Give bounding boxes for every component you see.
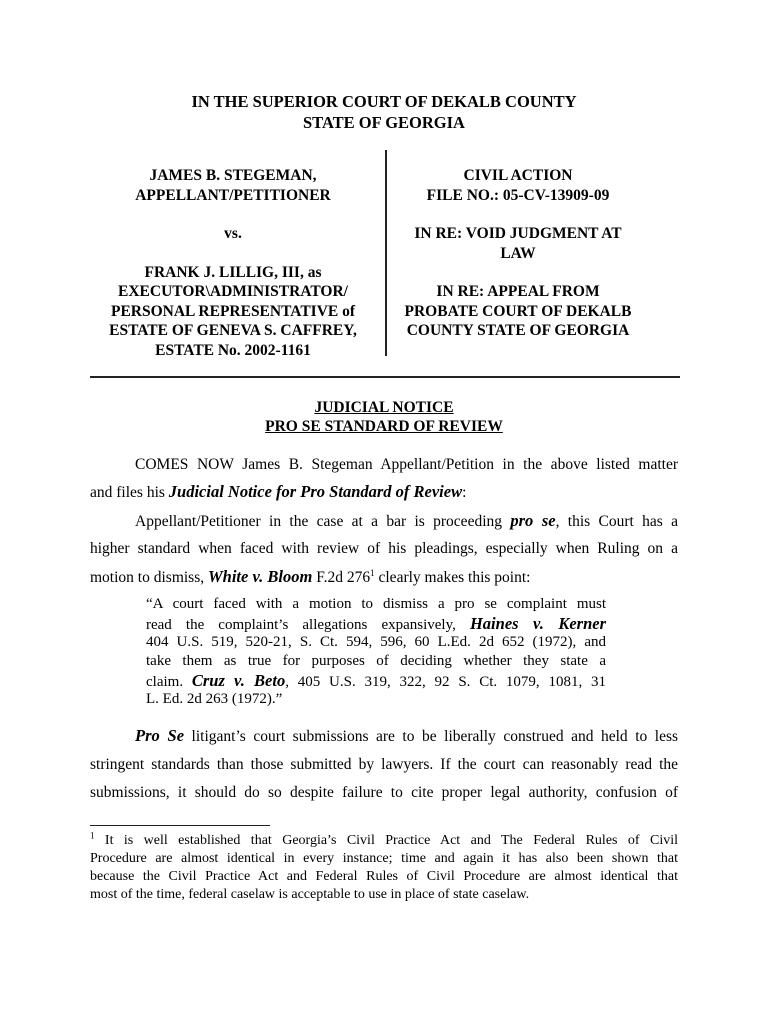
p1-emphasis: Judicial Notice for Pro Standard of Review	[168, 482, 463, 501]
in-re-void-line2: LAW	[500, 244, 536, 262]
footnote-line-4: most of the time, federal caselaw is acceptable to use in place of state caselaw.	[90, 887, 530, 902]
caption-rule	[90, 376, 680, 378]
caption-divider	[385, 150, 387, 356]
quote-l5-text: claim.	[146, 674, 192, 690]
quote-line-6: L. Ed. 2d 263 (1972).”	[146, 691, 283, 707]
footnote-ref: 1	[370, 567, 375, 578]
paragraph-2-line-3	[90, 567, 678, 588]
quote-l5-citation: , 405 U.S. 319, 322, 92 S. Ct. 1079, 1081, 31	[285, 674, 606, 690]
footnote-line-1	[90, 832, 678, 850]
in-re-appeal-line3: COUNTY STATE OF GEORGIA	[406, 322, 630, 339]
paragraph-2-line-1	[90, 511, 678, 532]
caption-case-info	[390, 166, 646, 341]
case-cruz-v-beto: Cruz v. Beto	[191, 671, 286, 690]
quote-l2-text: read the complaint’s allegations expansively,	[146, 617, 470, 633]
p1-text: and files his	[90, 484, 169, 501]
p2-l3-end: clearly makes this point:	[374, 569, 531, 586]
p2-text: Appellant/Petitioner in the case at a bar is proceeding	[135, 513, 511, 530]
footnote-rule	[90, 825, 270, 826]
appellee-line4: ESTATE OF GENEVA S. CAFFREY,	[109, 322, 357, 339]
paragraph-3-line-1	[90, 726, 678, 747]
appellant-role: APPELLANT/PETITIONER	[135, 186, 331, 204]
paragraph-1-line-1: COMES NOW James B. Stegeman Appellant/Petition in the above listed matter	[135, 456, 678, 473]
paragraph-1-line-2	[90, 482, 678, 503]
in-re-appeal-line1: IN RE: APPEAL FROM	[436, 283, 600, 300]
quote-line-1: “A court faced with a motion to dismiss a pro se complaint must	[146, 596, 606, 612]
footnote-number: 1	[90, 830, 95, 841]
versus: vs.	[224, 225, 242, 242]
title-line2: PRO SE STANDARD OF REVIEW	[265, 418, 503, 435]
paragraph-3-line-3: submissions, it should do so despite failure to cite proper legal authority, confusion of	[90, 784, 678, 801]
p3-pro-se: Pro Se	[135, 726, 185, 745]
file-number: FILE NO.: 05-CV-13909-09	[426, 186, 610, 204]
p2-l3-text: motion to dismiss,	[90, 569, 208, 586]
p1-colon: :	[462, 484, 467, 501]
quote-line-5	[146, 671, 606, 692]
court-heading	[0, 91, 768, 133]
appellee-line3: PERSONAL REPRESENTATIVE of	[110, 302, 356, 320]
footnote-text-1: It is well established that Georgia’s Civil Practice Act and The Federal Rules of Civil	[94, 833, 678, 848]
civil-action: CIVIL ACTION	[463, 167, 573, 184]
in-re-void-line1: IN RE: VOID JUDGMENT AT	[414, 225, 622, 242]
quote-line-2	[146, 614, 606, 635]
appellee-line5: ESTATE No. 2002-1161	[155, 341, 311, 359]
caption-parties	[78, 166, 388, 360]
appellee-line2: EXECUTOR\ADMINISTRATOR/	[118, 283, 348, 300]
p2-pro-se: pro se	[510, 511, 556, 530]
paragraph-2-line-2: higher standard when faced with review of his pleadings, especially when Ruling on a	[90, 540, 678, 557]
case-white-v-bloom: White v. Bloom	[208, 567, 313, 586]
quote-line-4: take them as true for purposes of deciding whether they state a	[146, 653, 606, 669]
p2-text-end: , this Court has a	[555, 513, 678, 530]
p3-text: litigant’s court submissions are to be liberally construed and held to less	[184, 728, 679, 745]
p2-citation: F.2d 276	[312, 569, 371, 586]
court-name: IN THE SUPERIOR COURT OF DEKALB COUNTY	[191, 92, 577, 111]
paragraph-3-line-2: stringent standards than those submitted by lawyers. If the court can reasonably read the	[90, 756, 678, 773]
quote-line-3: 404 U.S. 519, 520-21, S. Ct. 594, 596, 60 L.Ed. 2d 652 (1972), and	[146, 634, 606, 650]
document-title	[0, 398, 768, 436]
case-haines-v-kerner: Haines v. Kerner	[469, 614, 606, 633]
appellant-name: JAMES B. STEGEMAN,	[149, 167, 317, 184]
footnote-line-2: Procedure are almost identical in every instance; time and again it has also been shown that	[90, 851, 678, 866]
in-re-appeal-line2: PROBATE COURT OF DEKALB	[404, 302, 632, 320]
footnote-line-3: because the Civil Practice Act and Federal Rules of Civil Procedure are almost identical that	[90, 869, 678, 884]
appellee-line1: FRANK J. LILLIG, III, as	[144, 263, 322, 281]
court-state: STATE OF GEORGIA	[303, 113, 465, 132]
title-line1: JUDICIAL NOTICE	[314, 399, 454, 416]
